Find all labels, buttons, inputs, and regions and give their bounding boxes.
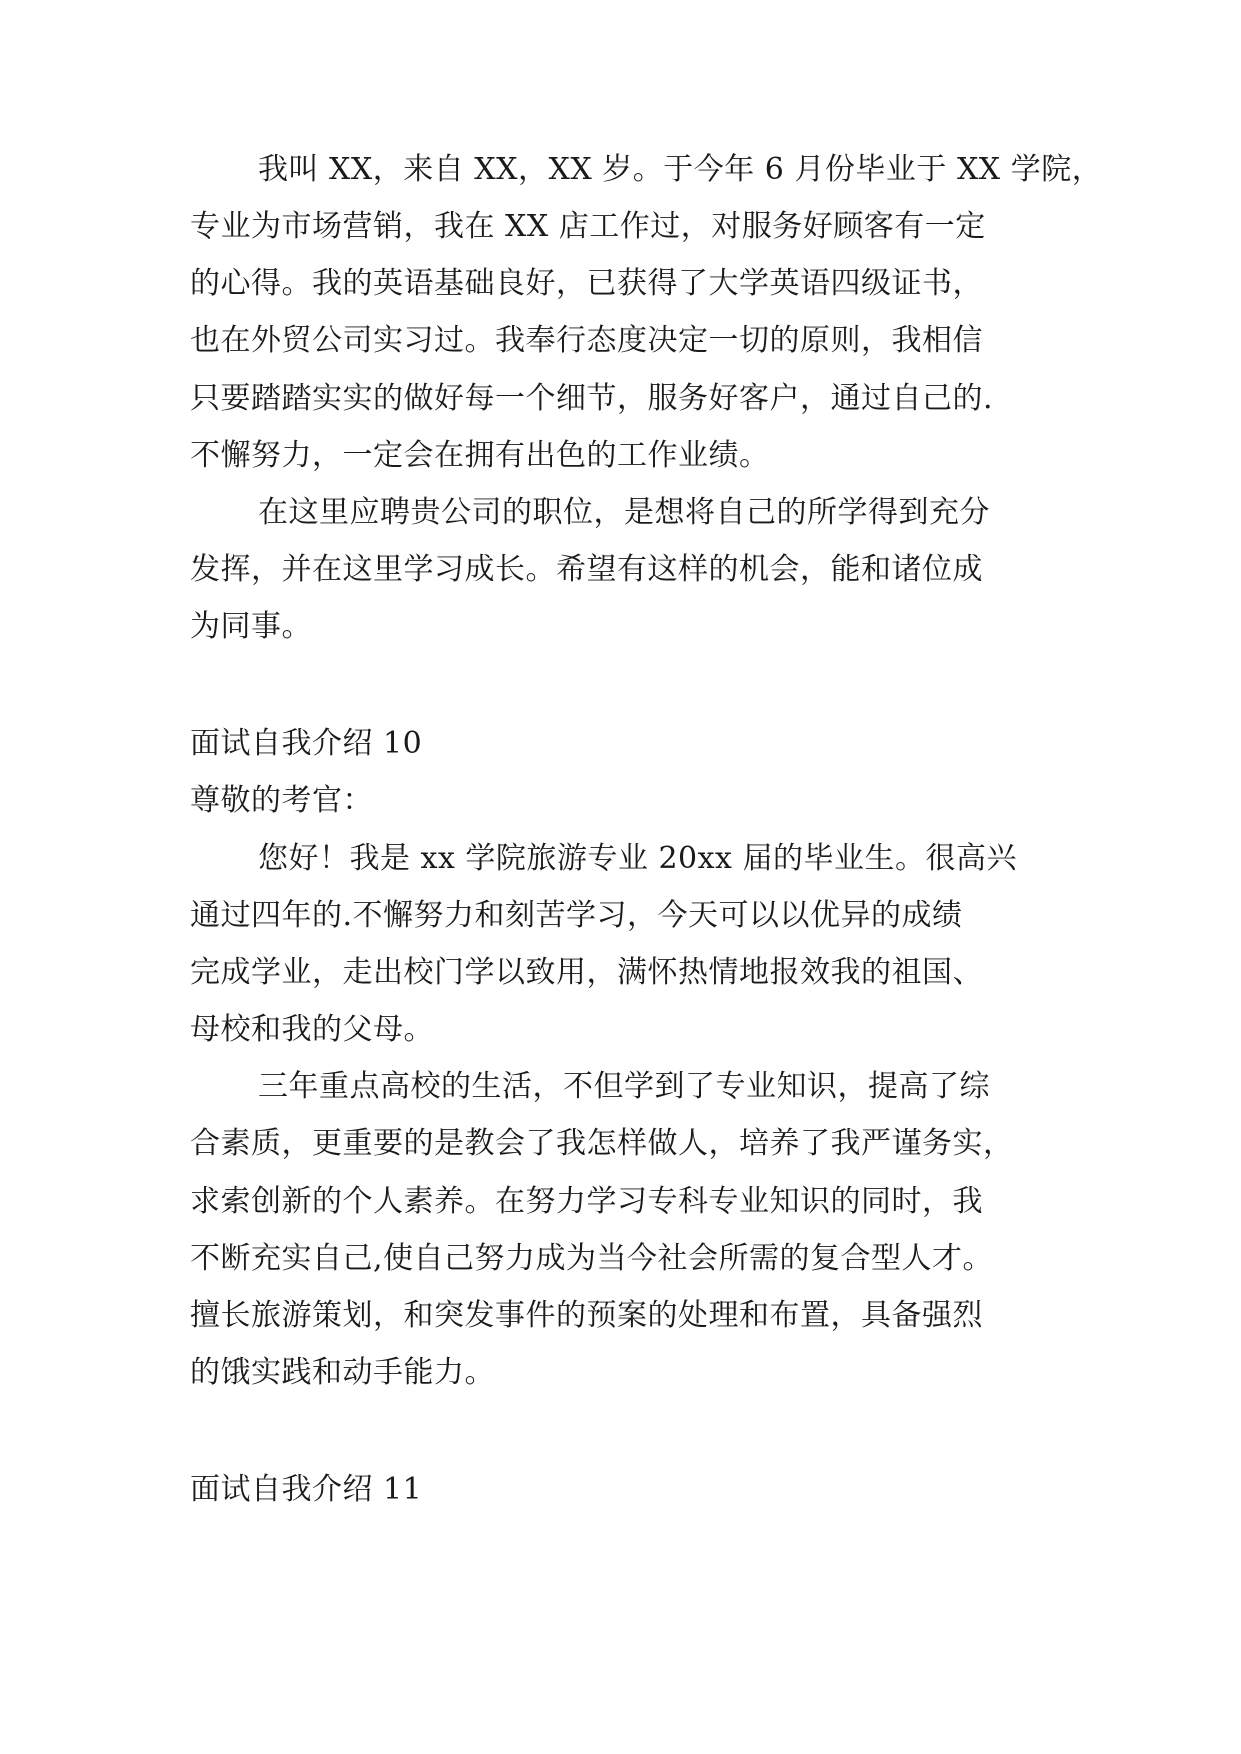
- paragraph-line: 我叫 XX，来自 XX，XX 岁。于今年 6 月份毕业于 XX 学院，: [258, 152, 1103, 187]
- salutation: 尊敬的考官：: [190, 783, 373, 818]
- paragraph-line: 擅长旅游策划，和突发事件的预案的处理和布置，具备强烈: [190, 1298, 983, 1333]
- paragraph-line: 也在外贸公司实习过。我奉行态度决定一切的原则，我相信: [190, 323, 983, 358]
- section-heading: 面试自我介绍 10: [190, 726, 423, 761]
- paragraph-line: 不懈努力，一定会在拥有出色的工作业绩。: [190, 438, 770, 473]
- paragraph-line: 只要踏踏实实的做好每一个细节，服务好客户，通过自己的.: [190, 381, 994, 416]
- paragraph-line: 的心得。我的英语基础良好，已获得了大学英语四级证书，: [190, 266, 983, 301]
- paragraph-line: 通过四年的.不懈努力和刻苦学习，今天可以以优异的成绩: [190, 898, 963, 933]
- paragraph-line: 不断充实自己,使自己努力成为当今社会所需的复合型人才。: [190, 1241, 994, 1276]
- paragraph-line: 为同事。: [190, 609, 312, 644]
- paragraph-line: 在这里应聘贵公司的职位，是想将自己的所学得到充分: [258, 495, 990, 530]
- paragraph-line: 的饿实践和动手能力。: [190, 1355, 495, 1390]
- paragraph-line: 发挥，并在这里学习成长。希望有这样的机会，能和诸位成: [190, 552, 983, 587]
- section-heading: 面试自我介绍 11: [190, 1472, 423, 1507]
- paragraph-line: 母校和我的父母。: [190, 1012, 434, 1047]
- paragraph-line: 求索创新的个人素养。在努力学习专科专业知识的同时，我: [190, 1184, 983, 1219]
- paragraph-line: 合素质，更重要的是教会了我怎样做人，培养了我严谨务实，: [190, 1126, 1014, 1161]
- paragraph-line: 完成学业，走出校门学以致用，满怀热情地报效我的祖国、: [190, 955, 983, 990]
- paragraph-line: 三年重点高校的生活，不但学到了专业知识，提高了综: [258, 1069, 990, 1104]
- paragraph-line: 专业为市场营销，我在 XX 店工作过，对服务好顾客有一定: [190, 209, 986, 244]
- paragraph-line: 您好！我是 xx 学院旅游专业 20xx 届的毕业生。很高兴: [258, 841, 1017, 876]
